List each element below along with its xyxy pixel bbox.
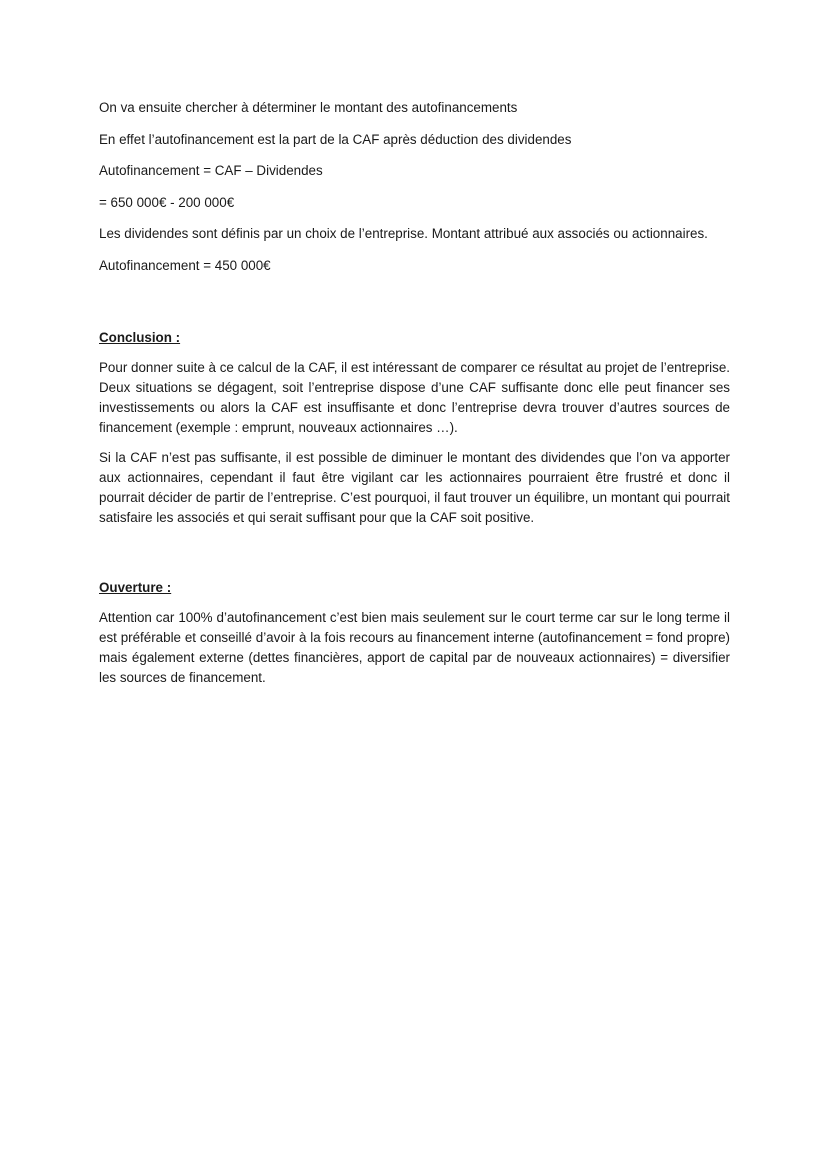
intro-line-1: On va ensuite chercher à déterminer le montant des autofinancements [99,100,518,115]
ouverture-heading: Ouverture : [99,580,172,595]
conclusion-paragraph-1: Pour donner suite à ce calcul de la CAF, il est intéressant de comparer ce résultat au projet de l’entreprise. Deux situations se dégagent, soit l’entreprise dispose d’une CAF suffisante donc elle peut financer ses investissements ou alors la CAF est insuffisante et donc l’entreprise devra trouver d’autres sources de financement (exemple : emprunt, nouveaux actionnaires …). [99,360,730,435]
conclusion-paragraph-2: Si la CAF n’est pas suffisante, il est possible de diminuer le montant des dividendes que l’on va apporter aux actionnaires, cependant il faut être vigilant car les actionnaires pourraient être frustré et donc il pourrait décider de partir de l’entreprise. C’est pourquoi, il faut trouver un équilibre, un montant qui pourrait satisfaire les associés et qui serait suffisant pour que la CAF soit positive. [99,450,730,525]
ouverture-section [99,578,730,688]
document-page [99,98,730,698]
ouverture-paragraph: Attention car 100% d’autofinancement c’est bien mais seulement sur le court terme car sur le long terme il est préférable et conseillé d’avoir à la fois recours au financement interne (autofinancement = fond propre) mais également externe (dettes financières, apport de capital par de nouveaux actionnaires) = diversifier les sources de financement. [99,610,730,685]
intro-section [99,98,730,276]
spacer [99,538,730,578]
conclusion-section [99,328,730,528]
intro-line-2: En effet l’autofinancement est la part de la CAF après déduction des dividendes [99,131,572,147]
result-line: Autofinancement = 450 000€ [99,257,271,273]
spacer [99,287,730,328]
formula-line: Autofinancement = CAF – Dividendes [99,163,323,178]
dividends-definition-line: Les dividendes sont définis par un choix de l’entreprise. Montant attribué aux associés ou actionnaires. [99,226,708,241]
conclusion-heading: Conclusion : [99,330,181,345]
calculation-line: = 650 000€ - 200 000€ [99,194,235,210]
